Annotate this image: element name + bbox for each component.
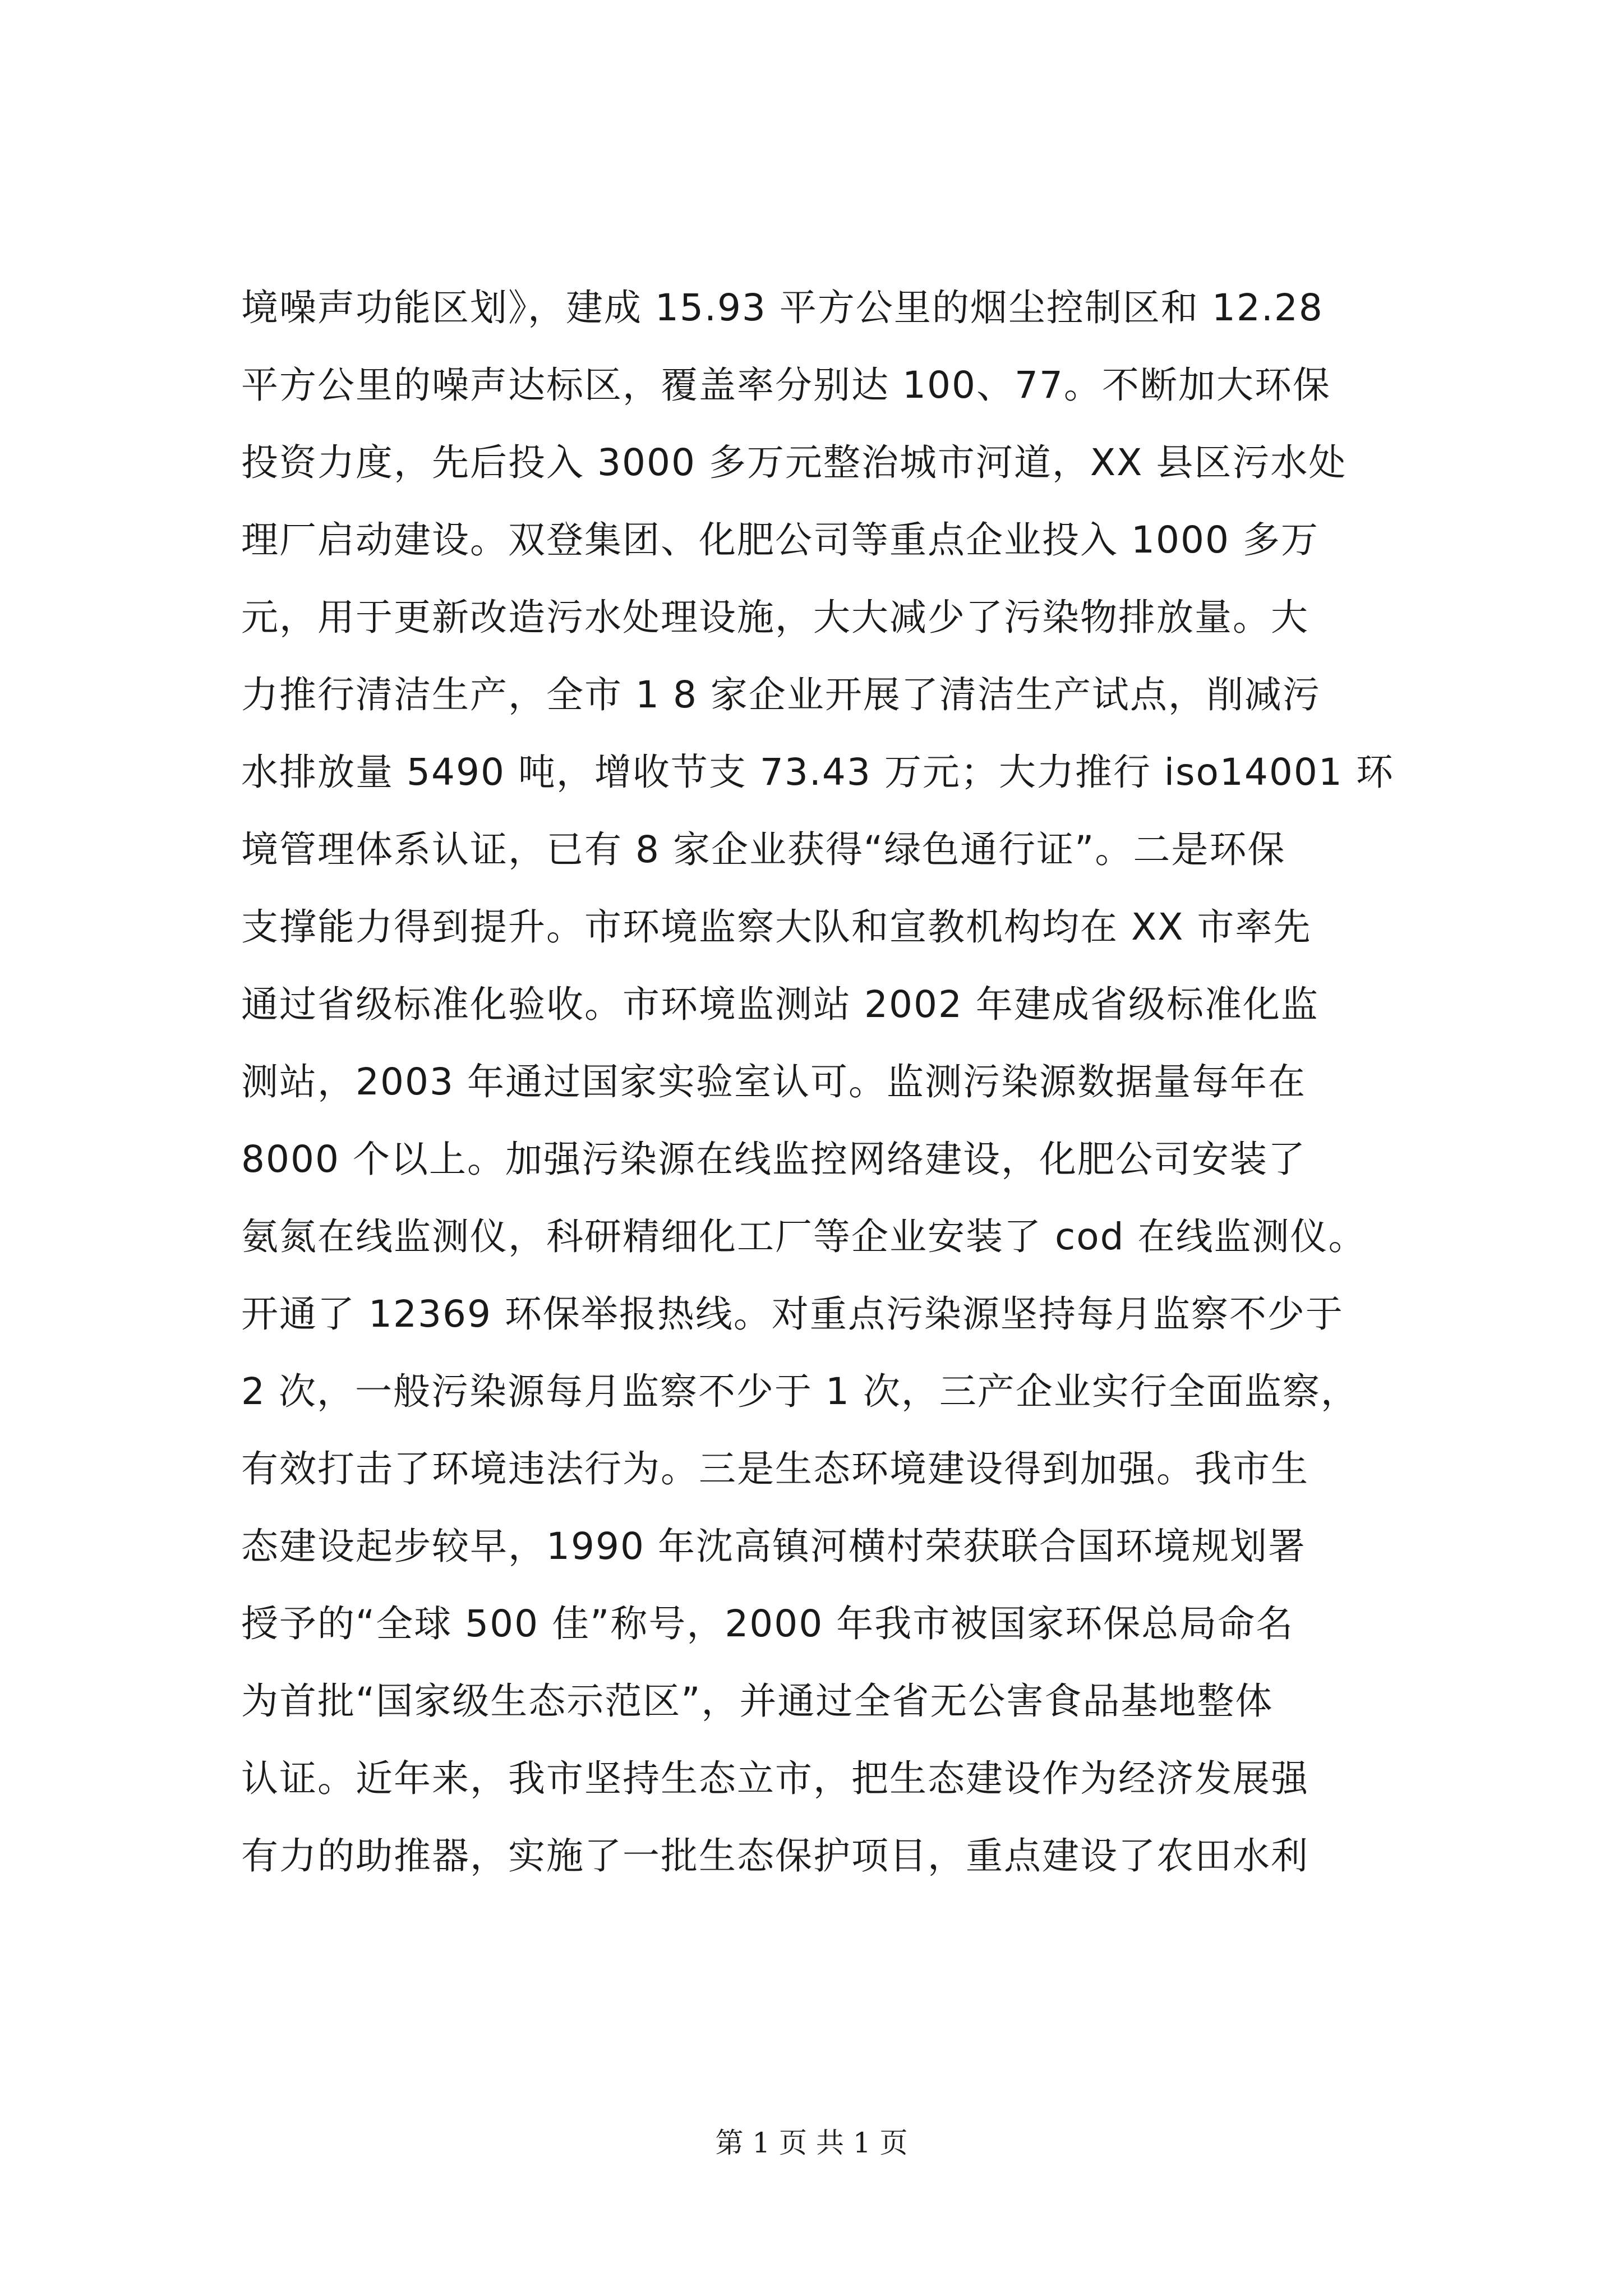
text-line: 境噪声功能区划》，建成 15.93 平方公里的烟尘控制区和 12.28	[241, 286, 1324, 329]
text-line: 2 次，一般污染源每月监察不少于 1 次，三产企业实行全面监察，	[241, 1370, 1359, 1413]
text-line: 投资力度，先后投入 3000 多万元整治城市河道，XX 县区污水处	[241, 441, 1347, 484]
text-line: 开通了 12369 环保举报热线。对重点污染源坚持每月监察不少于	[241, 1292, 1344, 1336]
text-line: 理厂启动建设。双登集团、化肥公司等重点企业投入 1000 多万	[241, 518, 1319, 562]
text-line: 境管理体系认证，已有 8 家企业获得“绿色通行证”。二是环保	[241, 828, 1286, 871]
text-line: 测站，2003 年通过国家实验室认可。监测污染源数据量每年在	[241, 1060, 1306, 1103]
text-line: 有力的助推器，实施了一批生态保护项目，重点建设了农田水利	[241, 1834, 1309, 1878]
text-line: 平方公里的噪声达标区，覆盖率分别达 100、77。不断加大环保	[241, 364, 1331, 407]
text-line: 元，用于更新改造污水处理设施，大大减少了污染物排放量。大	[241, 596, 1309, 639]
text-line: 有效打击了环境违法行为。三是生态环境建设得到加强。我市生	[241, 1447, 1309, 1490]
text-line: 认证。近年来，我市坚持生态立市，把生态建设作为经济发展强	[241, 1757, 1309, 1800]
text-line: 授予的“全球 500 佳”称号，2000 年我市被国家环保总局命名	[241, 1602, 1294, 1645]
text-line: 支撑能力得到提升。市环境监察大队和宣教机构均在 XX 市率先	[241, 905, 1312, 949]
text-line: 水排放量 5490 吨，增收节支 73.43 万元；大力推行 iso14001 环	[241, 751, 1394, 794]
page-footer: 第 1 页 共 1 页	[715, 2127, 908, 2159]
body-paragraph	[241, 269, 1419, 1895]
text-line: 通过省级标准化验收。市环境监测站 2002 年建成省级标准化监	[241, 983, 1319, 1026]
text-line: 力推行清洁生产，全市 1 8 家企业开展了清洁生产试点，削减污	[241, 673, 1321, 716]
text-line: 为首批“国家级生态示范区”，并通过全省无公害食品基地整体	[241, 1680, 1274, 1723]
text-line: 8000 个以上。加强污染源在线监控网络建设，化肥公司安装了	[241, 1138, 1306, 1181]
text-line: 氨氮在线监测仪，科研精细化工厂等企业安装了 cod 在线监测仪。	[241, 1215, 1367, 1258]
text-line: 态建设起步较早，1990 年沈高镇河横村荣获联合国环境规划署	[241, 1525, 1306, 1568]
